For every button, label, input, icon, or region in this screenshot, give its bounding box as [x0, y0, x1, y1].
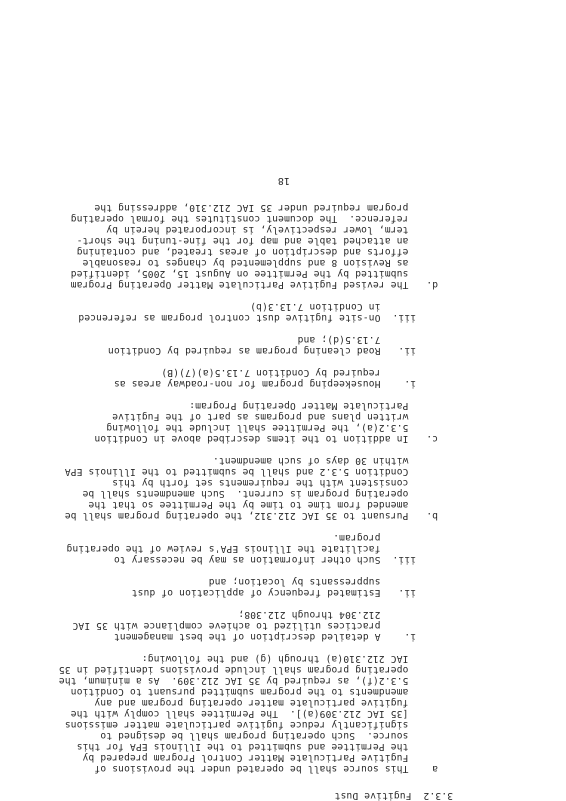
paragraph-d-line-6: term, lower respectively, is incorporated herein by [106, 224, 438, 235]
paragraph-d-line-3: as Revision 8 and supplemented by changes to reasonable [82, 257, 438, 268]
paragraph-b-line-1: b. Pursuant to 35 IAC 212.312, the operating program shall be [64, 510, 438, 521]
paragraph-a-line-11: IAC 212.310(a) through (g) and the following: [141, 653, 438, 664]
item-a-i-line-2: practices utilized to achieve compliance with 35 IAC [72, 620, 416, 631]
item-c-i-line-1: i. Housekeeping program for non-roadway areas as [113, 378, 416, 389]
paragraph-a-line-7: fugitive particulate matter operating program and any [94, 697, 438, 708]
paragraph-a-line-10: operating program shall include provisions identified in 35 [58, 664, 438, 675]
item-a-iii-line-2: facilitate the Illinois EPA's review of the operating [66, 543, 416, 554]
paragraph-a-line-3: the Permittee and submitted to the Illinois EPA for this [76, 741, 438, 752]
paragraph-b-line-4: consistent with the requirements set forth by this [112, 477, 438, 488]
item-a-ii-line-1: ii. Estimated frequency of application of dust [131, 587, 416, 598]
item-a-iii-line-1: iii. Such other information as may be necessary to [113, 554, 416, 565]
item-a-i-line-1: i. A detailed description of the best management [113, 631, 416, 642]
item-a-i-line-3: 212.304 through 212.308; [238, 609, 416, 620]
page-number: 18 [277, 175, 290, 186]
paragraph-d-line-7: reference. The document constitutes the formal operating [70, 213, 438, 224]
paragraph-b-line-3: operating program is current. Such amendments shall be [82, 488, 438, 499]
paragraph-d-line-1: d. The revised Fugitive Particulate Matter Operating Program [70, 279, 438, 290]
paragraph-b-line-6: within 30 days of such amendment. [212, 455, 438, 466]
paragraph-a-line-4: source. Such operating program shall be designed to [100, 730, 438, 741]
paragraph-c-line-1: c. In addition to the items described above in Condition [94, 433, 438, 444]
paragraph-c-line-4: Particulate Matter Operating Program: [189, 400, 438, 411]
item-c-ii-line-1: ii. Road cleaning program as required by Condition [107, 345, 416, 356]
paragraph-d-line-2: submitted by the Permittee on August 15, 2005, identified [70, 268, 438, 279]
item-c-ii-line-2: 7.13.5(d); and [297, 334, 416, 345]
item-a-ii-line-2: suppressants by location; and [208, 576, 416, 587]
item-c-iii-line-1: iii. On-site fugitive dust control program as referenced [78, 312, 416, 323]
paragraph-a-line-9: 5.3.2(f), as required by 35 IAC 212.309. As a minimum, the [58, 675, 438, 686]
item-c-iii-line-2: in Condition 7.13.3(b) [250, 301, 416, 312]
paragraph-a-line-2: Fugitive Particulate Matter Control Program prepared by [82, 752, 438, 763]
paragraph-b-line-5: Condition 5.3.2 and shall be submitted to the Illinois EPA [64, 466, 438, 477]
paragraph-d-line-4: efforts and description of areas treated, and containing [76, 246, 438, 257]
paragraph-d-line-5: an attached table and map for the fine-tuning the short- [76, 235, 438, 246]
paragraph-a-line-8: amendments to the program submitted pursuant to Condition [70, 686, 438, 697]
paragraph-a-line-5: significantly reduce fugitive particulate matter emissions [64, 719, 438, 730]
section-heading: 3.3.2 Fugitive Dust [334, 790, 453, 801]
paragraph-c-line-2: 5.3.2(a), the Permittee shall include the following [106, 422, 438, 433]
paragraph-d-line-8: program required under 35 IAC 212.310, addressing the [94, 202, 438, 213]
paragraph-a-line-6: [35 IAC 212.309(a)]. The Permittee shall comply with the [70, 708, 438, 719]
item-c-i-line-2: required by Condition 7.13.5(a)(7)(B) [161, 367, 416, 378]
item-a-iii-line-3: program. [333, 532, 416, 543]
paragraph-a-line-1: a This source shall be operated under the provisions of [94, 763, 438, 774]
paragraph-b-line-2: amended from time to time by the Permittee so that the [88, 499, 438, 510]
paragraph-c-line-3: written plans and programs as part of the Fugitive [112, 411, 438, 422]
